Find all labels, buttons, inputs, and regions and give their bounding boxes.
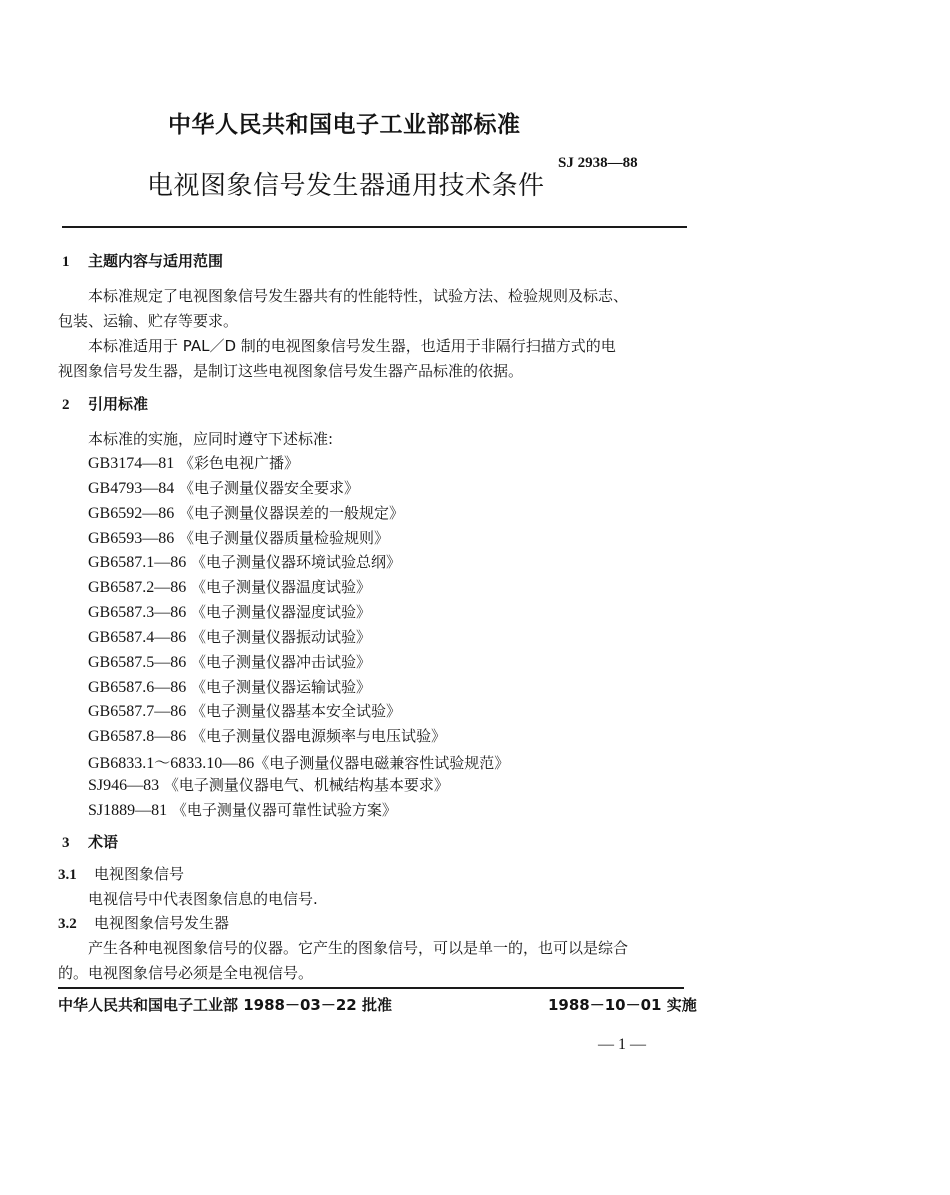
reference-code: GB6833.1～6833.10—86 xyxy=(88,755,255,772)
reference-code: GB6587.2—86 xyxy=(88,579,187,596)
reference-name: 《电子测量仪器温度试验》 xyxy=(191,578,372,596)
reference-item xyxy=(88,601,371,622)
reference-name: 《电子测量仪器电源频率与电压试验》 xyxy=(191,727,447,745)
section-1-para2-line1: 本标准适用于 PAL／D 制的电视图象信号发生器，也适用于非隔行扫描方式的电 xyxy=(88,337,616,355)
reference-name: 《电子测量仪器安全要求》 xyxy=(179,479,360,497)
section-3-number: 3 xyxy=(62,835,70,851)
reference-name: 《电子测量仪器误差的一般规定》 xyxy=(179,504,405,522)
reference-item xyxy=(88,551,401,572)
reference-name: 《电子测量仪器运输试验》 xyxy=(191,678,372,696)
standard-number: SJ 2938—88 xyxy=(558,155,638,171)
reference-code: SJ946—83 xyxy=(88,777,160,794)
reference-item xyxy=(88,651,371,672)
page-number: — 1 — xyxy=(598,1036,646,1053)
reference-code: GB6587.3—86 xyxy=(88,604,187,621)
reference-item xyxy=(88,502,404,523)
section-3-heading xyxy=(62,831,118,852)
term-3-1-term: 电视图象信号 xyxy=(94,865,185,883)
term-3-1-number: 3.1 xyxy=(58,867,77,883)
section-1-para1-line1: 本标准规定了电视图象信号发生器共有的性能特性，试验方法、检验规则及标志、 xyxy=(88,287,629,305)
reference-name: 《电子测量仪器质量检验规则》 xyxy=(179,529,390,547)
implementation-date: 1988－10－01 实施 xyxy=(548,996,697,1014)
section-2-title: 引用标准 xyxy=(88,395,149,413)
section-1-number: 1 xyxy=(62,254,70,270)
reference-name: 《彩色电视广播》 xyxy=(179,454,300,472)
term-3-1-definition: 电视信号中代表图象信息的电信号. xyxy=(88,890,318,908)
reference-code: GB6587.7—86 xyxy=(88,703,187,720)
reference-code: GB6587.8—86 xyxy=(88,728,187,745)
footer-divider xyxy=(58,987,684,989)
approval-line: 中华人民共和国电子工业部 1988－03－22 批准 xyxy=(58,996,392,1014)
reference-name: 《电子测量仪器可靠性试验方案》 xyxy=(171,801,397,819)
section-1-para2-line2: 视图象信号发生器，是制订这些电视图象信号发生器产品标准的依据。 xyxy=(58,362,524,380)
term-3-2-heading xyxy=(58,912,229,933)
reference-item xyxy=(88,750,509,773)
reference-item xyxy=(88,774,449,795)
reference-name: 《电子测量仪器环境试验总纲》 xyxy=(191,553,402,571)
reference-name: 《电子测量仪器基本安全试验》 xyxy=(191,702,402,720)
reference-code: GB4793—84 xyxy=(88,480,175,497)
section-2-heading xyxy=(62,393,148,414)
reference-item xyxy=(88,527,389,548)
reference-name: 《电子测量仪器冲击试验》 xyxy=(191,653,372,671)
reference-code: GB3174—81 xyxy=(88,455,175,472)
term-3-1-heading xyxy=(58,863,184,884)
reference-item xyxy=(88,799,397,820)
section-1-heading xyxy=(62,250,223,271)
term-3-2-definition-line1: 产生各种电视图象信号的仪器。它产生的图象信号，可以是单一的，也可以是综合 xyxy=(88,939,629,957)
reference-name: 《电子测量仪器电气、机械结构基本要求》 xyxy=(163,776,449,794)
header-divider xyxy=(62,226,687,228)
term-3-2-number: 3.2 xyxy=(58,916,77,932)
reference-code: GB6587.5—86 xyxy=(88,654,187,671)
reference-item xyxy=(88,477,359,498)
reference-item xyxy=(88,676,371,697)
term-3-2-definition-line2: 的。电视图象信号必须是全电视信号。 xyxy=(58,964,314,982)
reference-name: 《电子测量仪器湿度试验》 xyxy=(191,603,372,621)
section-1-title: 主题内容与适用范围 xyxy=(88,252,224,270)
term-3-2-term: 电视图象信号发生器 xyxy=(94,914,230,932)
reference-code: GB6587.6—86 xyxy=(88,679,187,696)
reference-code: SJ1889—81 xyxy=(88,802,168,819)
issuer-title: 中华人民共和国电子工业部部标准 xyxy=(168,112,521,138)
section-1-para1-line2: 包装、运输、贮存等要求。 xyxy=(58,312,239,330)
reference-item xyxy=(88,700,401,721)
reference-item xyxy=(88,725,446,746)
reference-code: GB6587.4—86 xyxy=(88,629,187,646)
reference-item xyxy=(88,452,299,473)
section-2-number: 2 xyxy=(62,397,70,413)
section-2-intro: 本标准的实施，应同时遵守下述标准: xyxy=(88,430,334,448)
reference-item xyxy=(88,576,371,597)
section-3-title: 术语 xyxy=(88,833,119,851)
reference-name: 《电子测量仪器电磁兼容性试验规范》 xyxy=(254,754,510,772)
reference-code: GB6587.1—86 xyxy=(88,554,187,571)
reference-name: 《电子测量仪器振动试验》 xyxy=(191,628,372,646)
document-title: 电视图象信号发生器通用技术条件 xyxy=(147,171,545,201)
reference-code: GB6592—86 xyxy=(88,505,175,522)
reference-item xyxy=(88,626,371,647)
reference-code: GB6593—86 xyxy=(88,530,175,547)
